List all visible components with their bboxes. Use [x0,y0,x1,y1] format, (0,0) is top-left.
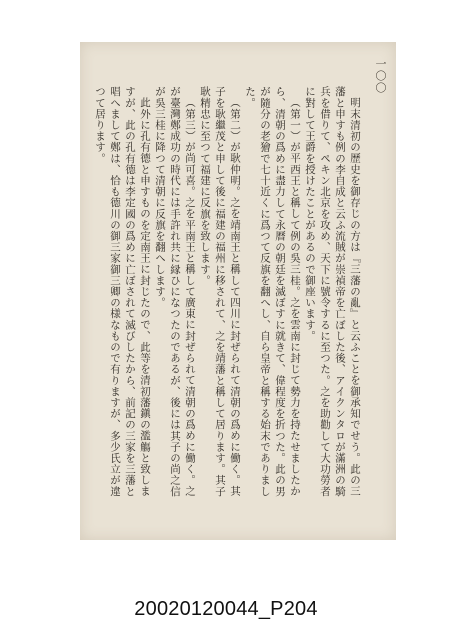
vertical-text-body [94,86,362,506]
scan-frame [10,6,442,586]
paragraph-second-prince: （第二）が耿仲明。之を靖南王と稱して四川に封ぜられて清朝の爲めに働く。其子を耿繼茂と申して後に福建の福州に移されて、之を靖藩と稱して居ります。其子耿精忠に至つて福建に反旗を致します。 [199,86,241,497]
paragraph-third-prince: （第三）が尚可喜。之を平南王と稱して廣東に封ぜられて清朝の爲めに働く。之が臺灣鄭成功の時代には手許れ共に縁ひになつたのであるが、後には其子の尚之信が吳三桂に降つて清朝に反旗を翻へします。 [154,86,196,497]
paragraph-conclusion: 此外に孔有德と申すものを定南王に封じたので、此等を清初藩鎭の濫觴と致しますが、此の孔有德は李定國の爲めに亡ぼされて滅びしたから、前記の三家を三藩と唱へまして鄭は、恰も德川の御三家御三卿の様なもので有りますが、多少氏立が違つて居ります。 [94,86,151,497]
book-page [80,42,396,540]
page-number: 一〇〇 [374,58,387,94]
image-id-caption: 20020120044_P204 [134,598,318,620]
paragraph-first-prince: （第一）が平西王と稱して例の吳三桂。之を雲南に封じて勢力を持たせましたから、清朝の爲めに盡力して永曆の朝廷を滅ぼすに就きて、偉程度を折つた。此の男が隨分の老獪で七十近くに爲つて反旗を翻へし、自ら皇帝と稱する始末でありました。 [244,86,301,497]
paragraph-intro: 明末清初の歷史を御存じの方は『三藩の亂』と云ふことを御承知でせう。此の三藩と申すも例の李自成と云ふ流賊が崇禎帝を亡ぼした後、アイクンタロが滿洲の騎兵を借りて、ペキン北京を攻め、天下に號令するに至つた。之を助勸して大功勞者に對して王爵を授けたことがあるので御座います。 [304,86,361,497]
